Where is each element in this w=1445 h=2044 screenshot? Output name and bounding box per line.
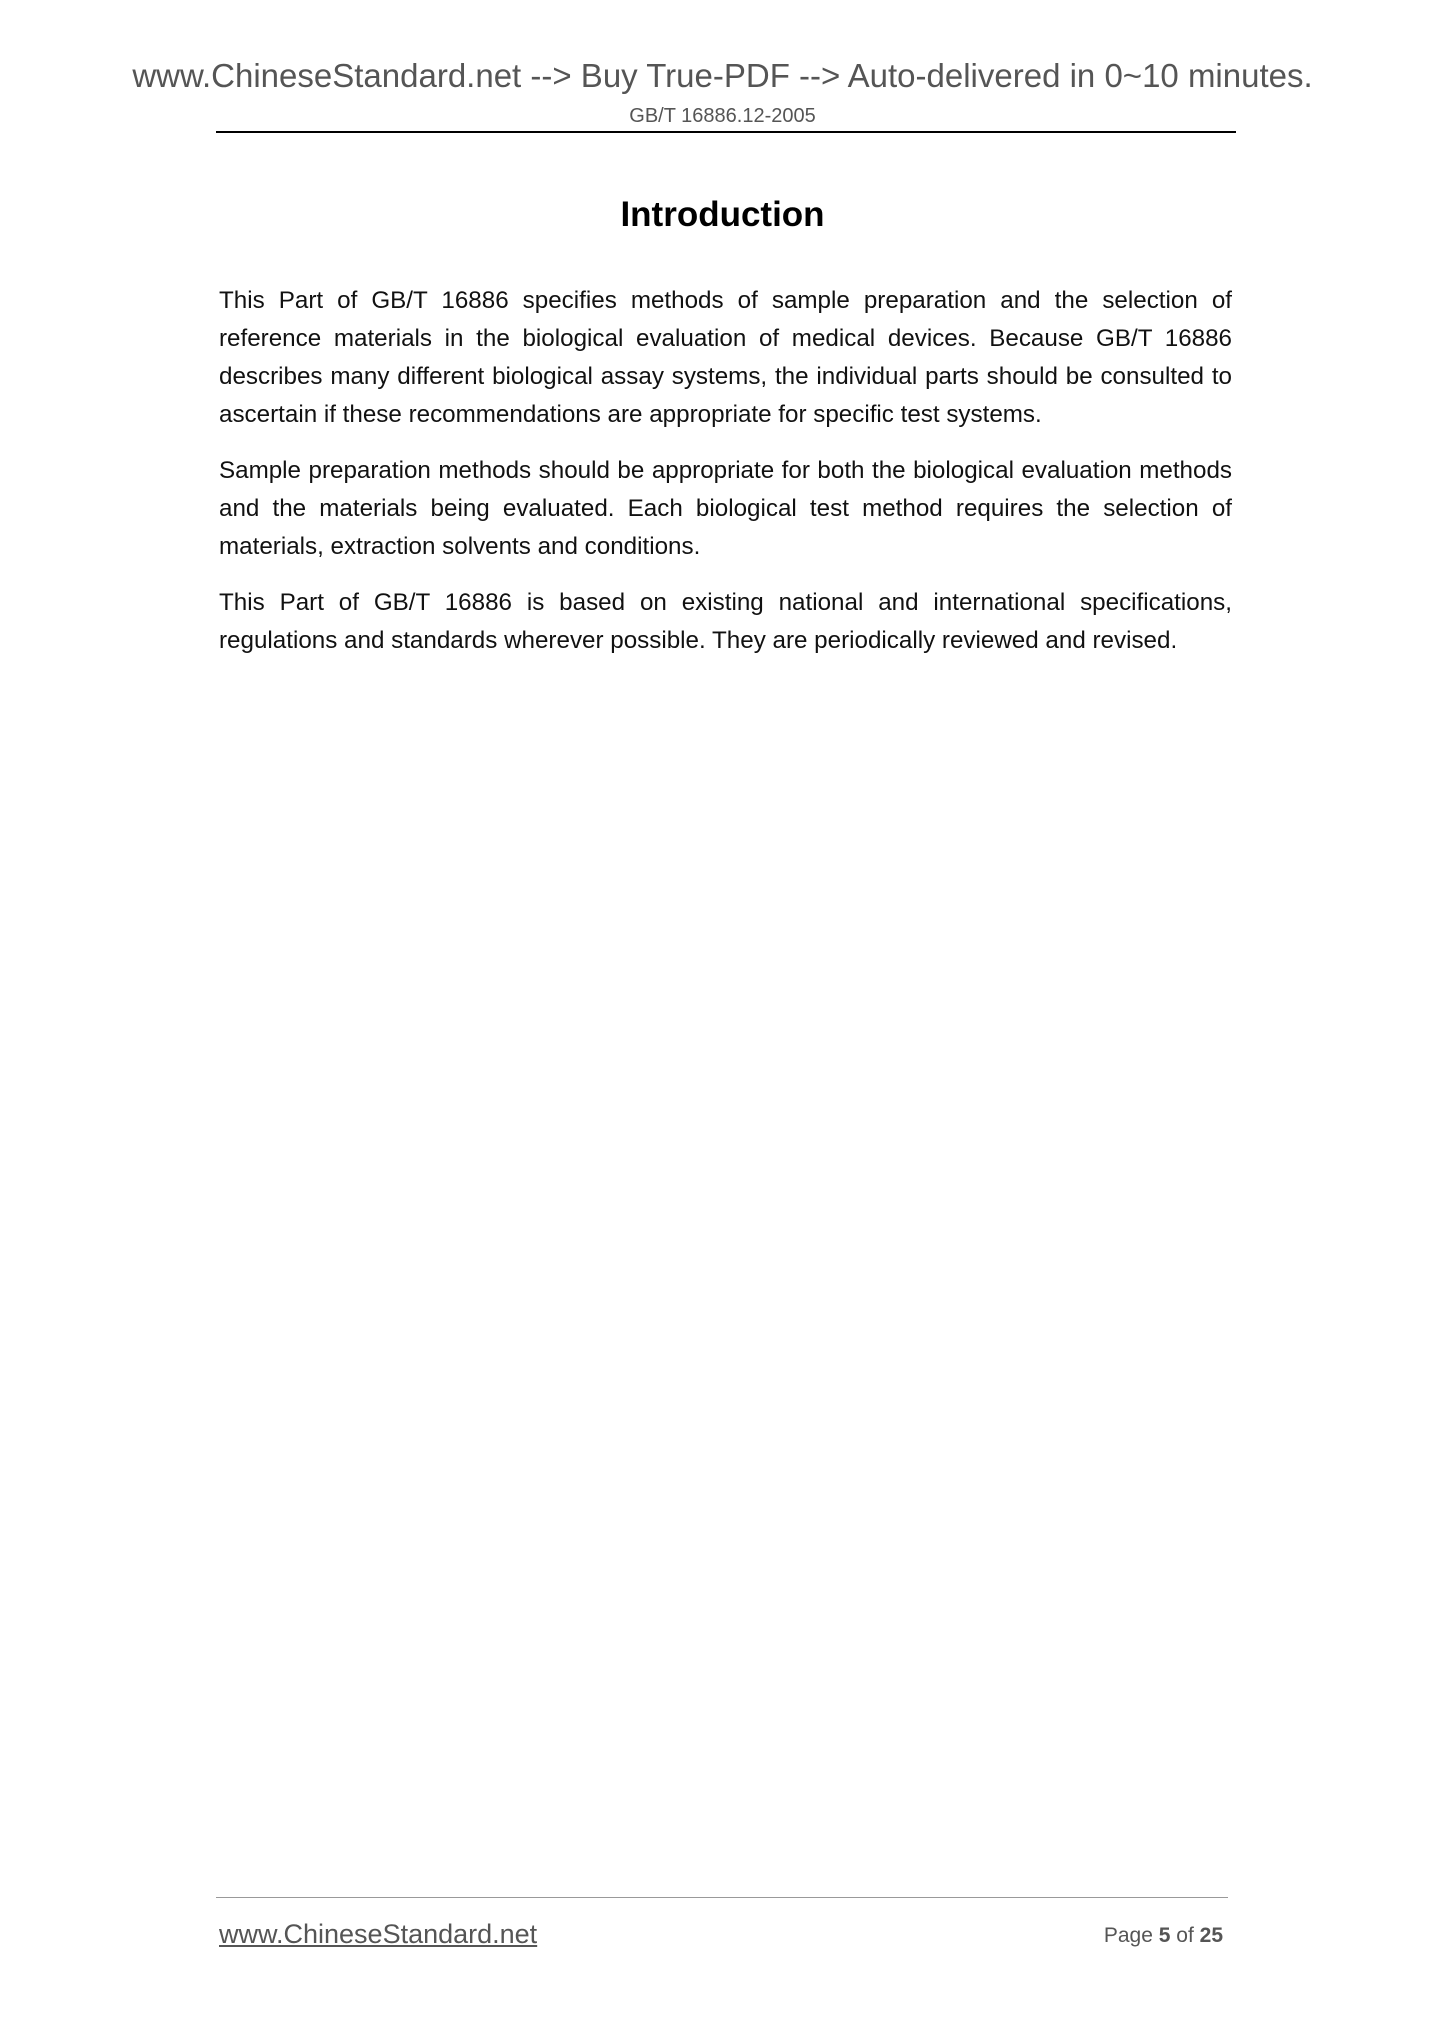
top-banner[interactable]: www.ChineseStandard.net --> Buy True-PDF --> Auto-delivered in 0~10 minutes. [132,57,1313,94]
header-divider [216,131,1236,133]
page-indicator [1104,1922,1223,1950]
standard-number: GB/T 16886.12-2005 [629,105,816,127]
page-total: 25 [1199,1924,1223,1947]
paragraph-1: This Part of GB/T 16886 specifies methods of sample preparation and the selection of reference materials in the biological evaluation of medical devices. Because GB/T 16886 describes many different biological assay systems, the individual parts should be consulted to ascertain if these recommendations are appropriate for specific test systems. [219,287,1232,428]
page-prefix: Page [1103,1924,1153,1947]
paragraph-2: Sample preparation methods should be appropriate for both the biological evaluation methods and the materials being evaluated. Each biological test method requires the selection of materials, extraction solvents and conditions. [219,457,1232,560]
page-title: Introduction [620,195,825,234]
document-body [219,282,1232,678]
page-current: 5 [1158,1924,1171,1947]
page-of: of [1176,1924,1194,1947]
footer-divider [216,1897,1228,1898]
paragraph-3: This Part of GB/T 16886 is based on existing national and international specifications, regulations and standards wherever possible. They are periodically reviewed and revised. [219,589,1232,654]
footer-website-link[interactable]: www.ChineseStandard.net [219,1919,538,1949]
